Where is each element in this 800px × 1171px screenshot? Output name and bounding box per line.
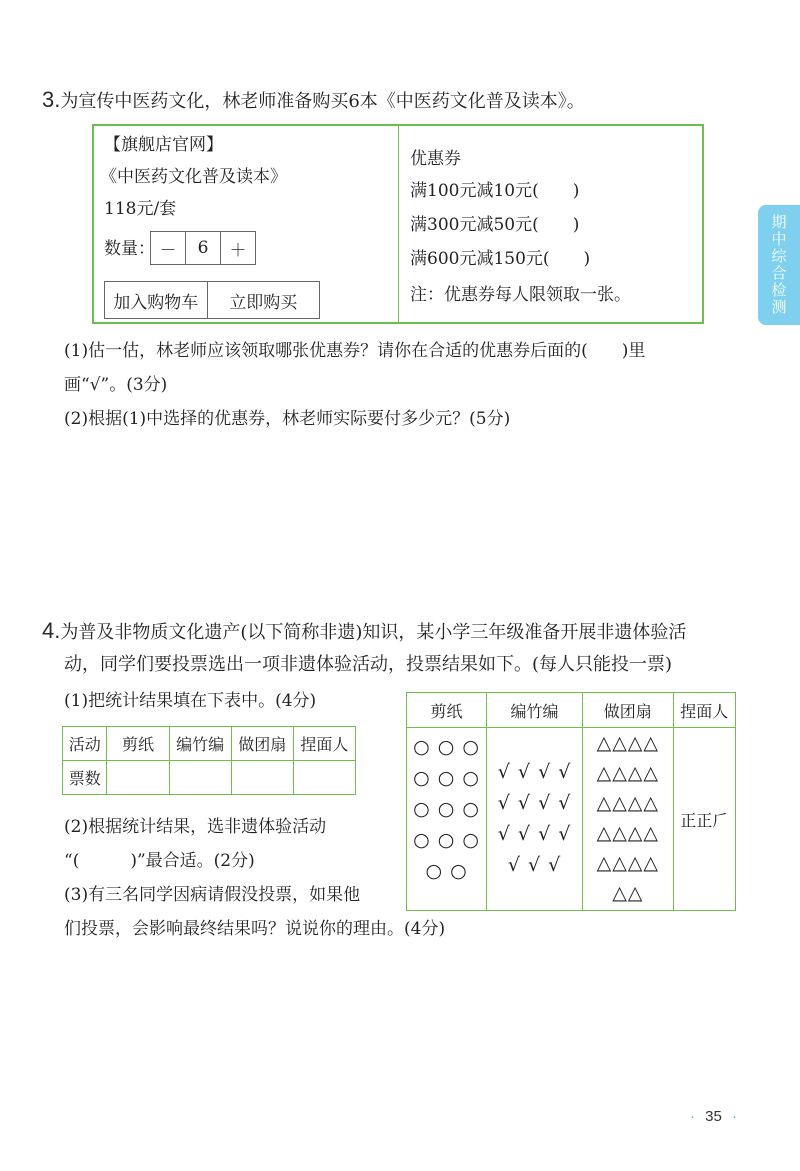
store-name: 【旗舰店官网】 (104, 135, 223, 155)
table-cell: 捏面人 (293, 727, 355, 761)
coupon-title: 优惠券 (410, 149, 461, 169)
question-3-number: 3. (42, 87, 61, 112)
triangle-tally-row: △△△△ (596, 762, 660, 784)
tally-checks (487, 728, 583, 911)
buy-now-button[interactable]: 立即购买 (207, 282, 319, 318)
table-cell: 活动 (63, 727, 107, 761)
check-tally-row: √ √ √ √ (497, 761, 572, 783)
table-cell: 票数 (63, 761, 107, 795)
fill-in-table (62, 726, 356, 795)
triangle-tally-row: △△△△ (596, 852, 660, 874)
tally-header: 做团扇 (583, 693, 674, 728)
page-dot-right: · (732, 1108, 738, 1125)
answer-cell[interactable] (231, 761, 293, 795)
page-number-area (690, 1108, 737, 1125)
check-tally-row: √ √ √ √ (497, 792, 572, 814)
circle-tally-row: ○ ○ ○ (413, 798, 480, 820)
quantity-value[interactable]: 6 (185, 232, 220, 264)
q4-sub2-line1: (2)根据统计结果，选非遗体验活动 (64, 817, 327, 837)
circle-tally-row: ○ ○ ○ (413, 829, 480, 851)
tally-circles (407, 728, 487, 911)
tally-table (406, 692, 736, 911)
question-3-title: 为宣传中医药文化，林老师准备购买6本《中医药文化普及读本》。 (60, 91, 585, 112)
coupon-item: 满100元减10元( ) (410, 181, 580, 201)
book-title: 《中医药文化普及读本》 (100, 167, 287, 187)
plus-button[interactable]: ＋ (220, 232, 255, 264)
circle-tally-row: ○ ○ ○ (413, 767, 480, 789)
question-4-line1: 为普及非物质文化遗产(以下简称非遗)知识，某小学三年级准备开展非遗体验活 (60, 622, 687, 643)
coupon-note: 注：优惠券每人限领取一张。 (410, 285, 631, 305)
circle-tally-row: ○ ○ ○ (413, 736, 480, 758)
q3-sub1-line1: (1)估一估，林老师应该领取哪张优惠券？请你在合适的优惠券后面的( )里 (64, 341, 646, 361)
add-to-cart-button[interactable]: 加入购物车 (113, 292, 199, 313)
tally-header: 编竹编 (487, 693, 583, 728)
answer-cell[interactable] (293, 761, 355, 795)
tally-triangles (583, 728, 674, 911)
q3-sub1-line2: 画“√”。(3分) (64, 375, 168, 395)
coupon-item: 满300元减50元( ) (410, 215, 580, 235)
store-panel (92, 124, 704, 324)
table-cell: 做团扇 (231, 727, 293, 761)
question-4-number: 4. (42, 618, 61, 643)
section-tab (758, 205, 800, 325)
check-tally-row: √ √ √ √ (497, 823, 572, 845)
q4-sub1: (1)把统计结果填在下表中。(4分) (64, 691, 317, 711)
quantity-label: 数量： (104, 239, 155, 259)
answer-cell[interactable] (107, 761, 169, 795)
triangle-tally-row: △△△△ (596, 822, 660, 844)
answer-cell[interactable] (169, 761, 231, 795)
page-number: 35 (705, 1108, 722, 1125)
book-price: 118元/套 (104, 199, 177, 219)
triangle-tally-row: △△ (612, 882, 644, 904)
q4-sub3-line2: 们投票，会影响最终结果吗？说说你的理由。(4分) (64, 919, 446, 939)
table-cell: 编竹编 (169, 727, 231, 761)
minus-button[interactable]: － (159, 240, 177, 261)
circle-tally-row: ○ ○ (425, 860, 468, 882)
q4-sub2-line2: “( )”最合适。(2分) (64, 851, 255, 871)
question-4-line2: 动，同学们要投票选出一项非遗体验活动，投票结果如下。(每人只能投一票) (64, 654, 673, 675)
q4-sub3-line1: (3)有三名同学因病请假没投票，如果他 (64, 885, 361, 905)
tally-header: 剪纸 (407, 693, 487, 728)
section-tab-label: 期中综合检测 (769, 214, 788, 316)
triangle-tally-row: △△△△ (596, 792, 660, 814)
coupon-item: 满600元减150元( ) (410, 249, 591, 269)
quantity-stepper[interactable] (150, 231, 256, 265)
q3-sub2: (2)根据(1)中选择的优惠券，林老师实际要付多少元？(5分) (64, 409, 511, 429)
table-cell: 剪纸 (107, 727, 169, 761)
check-tally-row: √ √ √ (507, 854, 562, 876)
page-dot-left: · (690, 1108, 695, 1125)
tally-header: 捏面人 (673, 693, 735, 728)
tally-zheng: 正正𠂆 (673, 728, 735, 911)
triangle-tally-row: △△△△ (596, 732, 660, 754)
